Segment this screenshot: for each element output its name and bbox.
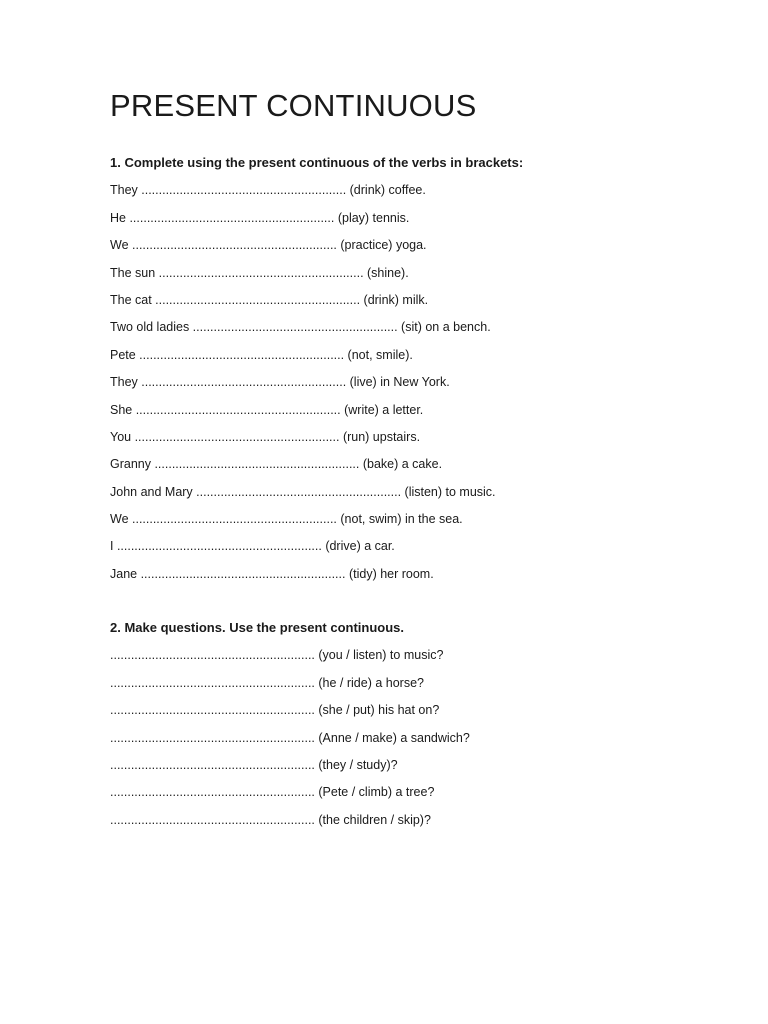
exercise-2-item: ........................................................... (he / ride) a horse? xyxy=(110,675,424,690)
exercise-2-item: ........................................................... (you / listen) to music? xyxy=(110,648,444,663)
exercise-1-item: He ........................................................... (play) tennis. xyxy=(110,210,410,225)
exercise-2-item: ........................................................... (the children / skip)? xyxy=(110,812,431,827)
exercise-2-item: ........................................................... (Pete / climb) a tree? xyxy=(110,785,435,800)
exercise-1-heading: 1. Complete using the present continuous of the verbs in brackets: xyxy=(110,155,524,170)
exercise-2-list xyxy=(110,646,730,838)
exercise-1-item: I ........................................................... (drive) a car. xyxy=(110,539,395,554)
exercise-2-item: ........................................................... (she / put) his hat on? xyxy=(110,703,440,718)
exercise-1-item: She ........................................................... (write) a letter. xyxy=(110,402,424,417)
exercise-1-item: We ........................................................... (practice) yoga. xyxy=(110,238,427,253)
exercise-1-item: The cat ........................................................... (drink) milk. xyxy=(110,292,429,307)
exercise-1-item: The sun ........................................................... (shine). xyxy=(110,265,409,280)
worksheet-title: PRESENT CONTINUOUS xyxy=(110,88,477,123)
exercise-1-item: Granny ........................................................... (bake) a cake. xyxy=(110,457,443,472)
exercise-1-item: Pete ........................................................... (not, smile). xyxy=(110,347,413,362)
exercise-1-item: John and Mary ........................................................... (listen) to music. xyxy=(110,484,496,499)
exercise-1-item: They ........................................................... (drink) coffee. xyxy=(110,183,426,198)
exercise-1-item: They ........................................................... (live) in New York. xyxy=(110,375,450,390)
exercise-2-item: ........................................................... (they / study)? xyxy=(110,757,398,772)
exercise-2-item: ........................................................... (Anne / make) a sandwich? xyxy=(110,730,470,745)
exercise-1-item: You ........................................................... (run) upstairs. xyxy=(110,429,421,444)
exercise-1 xyxy=(110,154,730,592)
exercise-1-list xyxy=(110,181,730,592)
exercise-2-heading: 2. Make questions. Use the present continuous. xyxy=(110,620,405,635)
exercise-1-item: We ........................................................... (not, swim) in the sea. xyxy=(110,512,463,527)
exercise-2 xyxy=(110,619,730,838)
exercise-1-item: Two old ladies ........................................................... (sit) on a bench. xyxy=(110,320,491,335)
exercise-1-item: Jane ........................................................... (tidy) her room. xyxy=(110,566,434,581)
